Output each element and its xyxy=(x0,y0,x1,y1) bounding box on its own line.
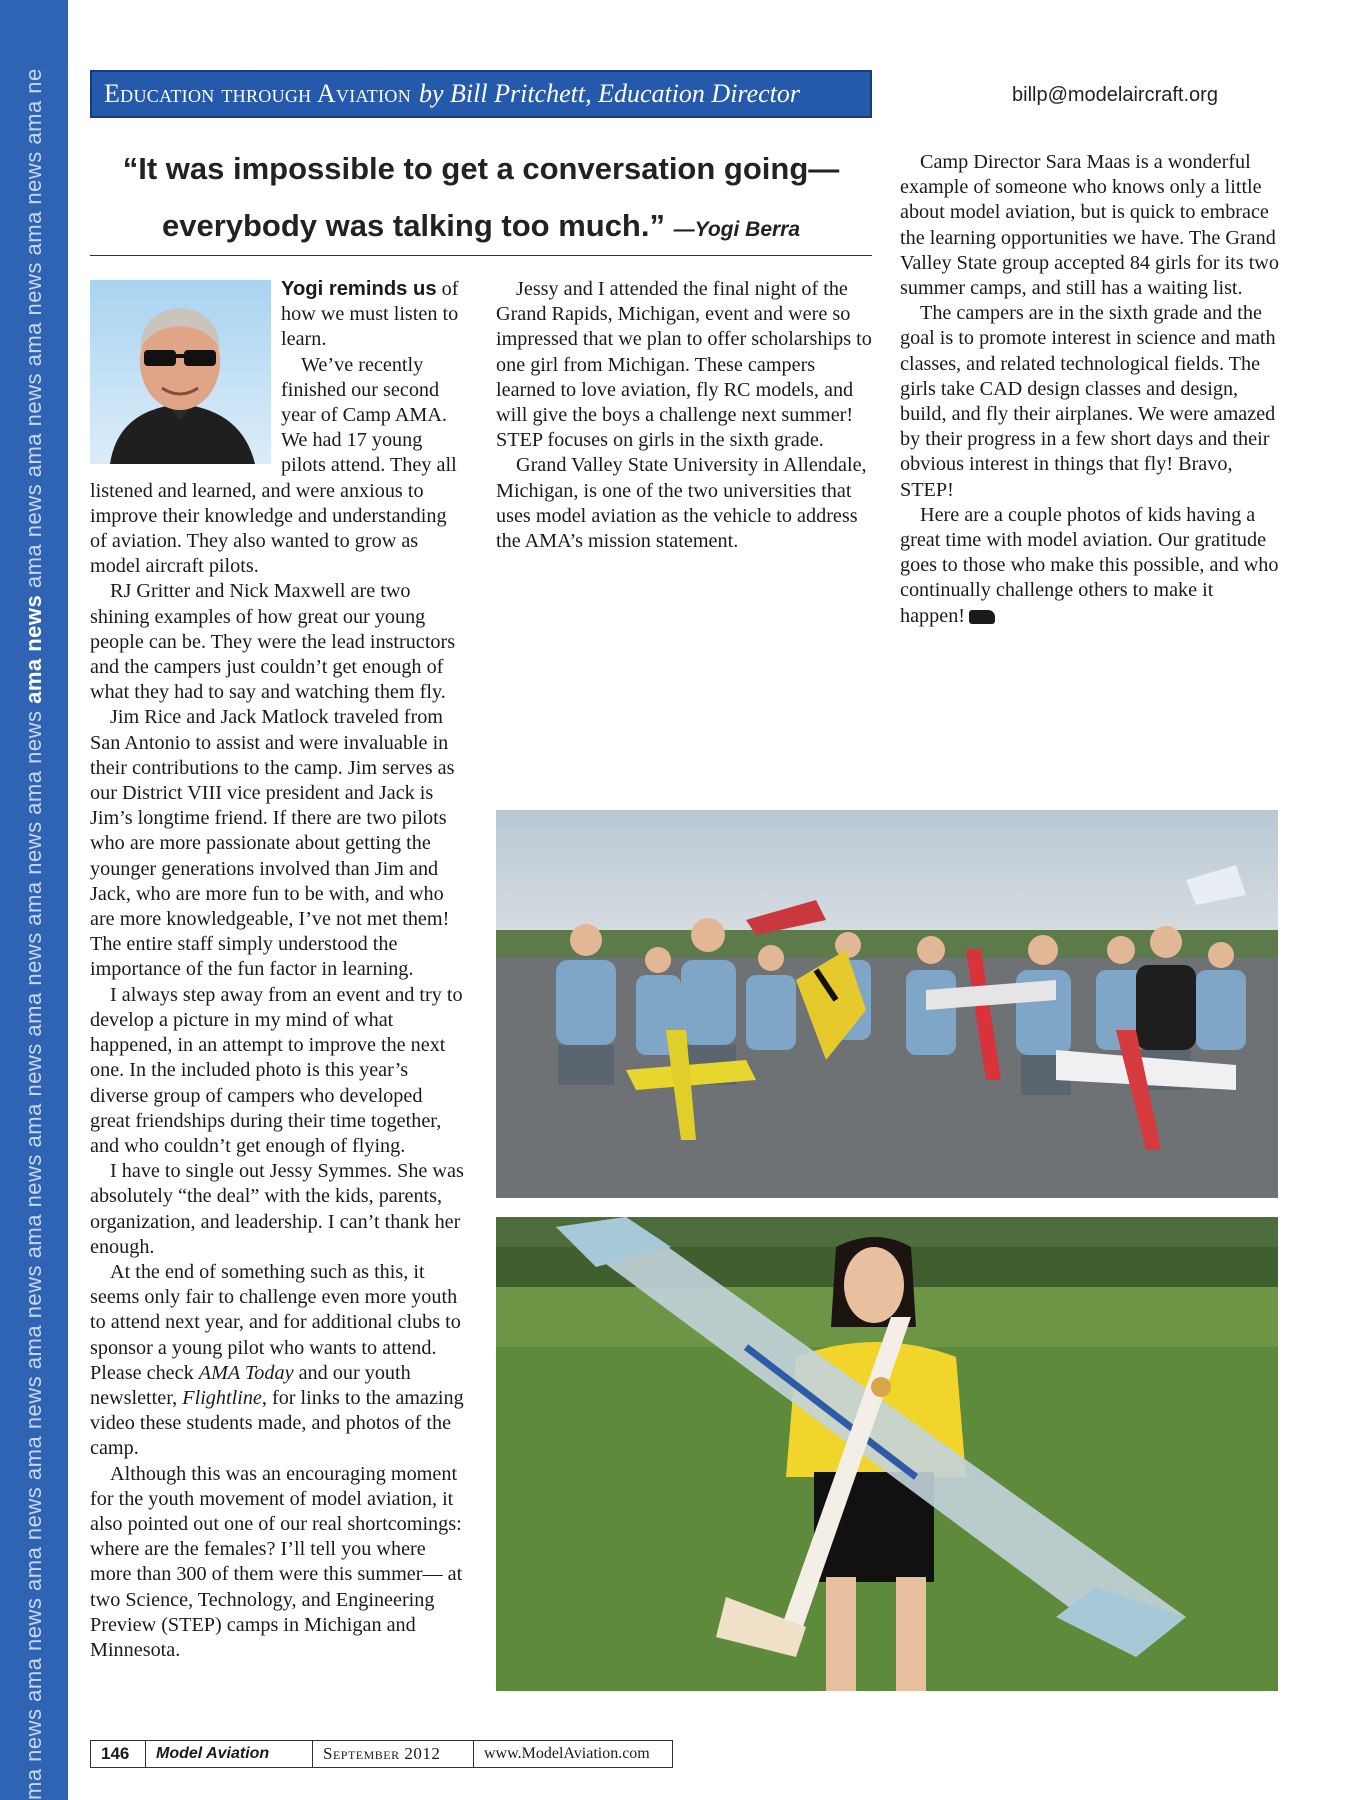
article-paragraph: Although this was an encouraging moment for the youth movement of model aviation, it also pointed out one of our real shortcomings: where are the females? I’ll tell you where more than 300 of them were this summer— at two Science, Technology, and Engineering Preview (STEP) camps in Michigan and Minnesota. xyxy=(90,1462,463,1661)
article-lead-in: Yogi reminds us xyxy=(281,278,437,300)
website-link[interactable]: www.ModelAviation.com xyxy=(484,1745,650,1762)
author-email[interactable]: billp@modelaircraft.org xyxy=(1012,84,1218,106)
quote-line-2: everybody was talking too much.” xyxy=(161,208,665,243)
magazine-name: Model Aviation xyxy=(146,1741,313,1767)
article-paragraph: Here are a couple photos of kids having a great time with model aviation. Our gratitude goes to those who make this possible, and who continually challenge others to make it happen! xyxy=(900,503,1279,627)
article-column-2 xyxy=(496,277,874,554)
section-title: Education through Aviation xyxy=(104,79,411,108)
article-paragraph: At the end of something such as this, it seems only fair to challenge even more youth to attend next year, and for additional clubs to sponsor a young pilot who wants to attend. Please check AMA Today and our youth newsletter, Flightline, for links to the amazing video these students made, and photos of the camp. xyxy=(90,1260,464,1460)
author-portrait xyxy=(90,280,271,464)
quote-line-1: “It was impossible to get a conversation going— xyxy=(122,151,840,186)
article-paragraph: Jessy and I attended the final night of the Grand Rapids, Michigan, event and were so impressed that we plan to offer scholarships to one girl from Michigan. These campers learned to love aviation, fly RC models, and will give the boys a challenge next summer! STEP focuses on girls in the sixth grade. xyxy=(496,278,872,452)
pull-quote xyxy=(90,140,872,258)
quote-divider xyxy=(90,255,872,256)
issue-date: September 2012 xyxy=(313,1741,474,1767)
article-paragraph: I have to single out Jessy Symmes. She was absolutely “the deal” with the kids, parents, organization, and leadership. I can’t thank her enough. xyxy=(90,1160,464,1258)
article-paragraph: Jim Rice and Jack Matlock traveled from San Antonio to assist and were invaluable in their contributions to the camp. Jim serves as our District VIII vice president and Jack is Jim’s longtime friend. If there are two pilots who are more passionate about getting the younger generations involved than Jim and Jack, who are more fun to be with, and who are more knowledgeable, I’ve not met them! The entire staff simply understood the importance of the fun factor in learning. xyxy=(90,706,455,981)
side-banner-text: ma news ama news ama news ama news ama news ama news ama news ama news ama news ama news ama news ama news ama news ama news ama news ama ne xyxy=(21,68,46,1800)
article-paragraph: Grand Valley State University in Allendale, Michigan, is one of the two universities that uses model aviation as the vehicle to address the AMA’s mission statement. xyxy=(496,454,867,553)
group-campers-photo xyxy=(496,810,1278,1198)
quote-attribution: —Yogi Berra xyxy=(673,218,801,241)
side-banner xyxy=(0,0,68,1800)
article-paragraph: Camp Director Sara Maas is a wonderful example of someone who knows only a little about model aviation, but is quick to embrace the learning opportunities we have. The Grand Valley State group accepted 84 girls for its two summer camps, and still has a waiting list. xyxy=(900,151,1279,300)
department-header xyxy=(90,70,872,118)
article-paragraph: We’ve recently finished our second year of Camp AMA. We had 17 young pilots attend. They all listened and learned, and were anxious to improve their knowledge and understanding of aviation. They also wanted to grow as model aircraft pilots. xyxy=(90,353,457,578)
page-footer xyxy=(90,1740,673,1768)
article-paragraph: The campers are in the sixth grade and the goal is to promote interest in science and math classes, and related technological fields. The girls take CAD design classes and design, build, and fly their airplanes. We were amazed by their progress in a few short days and their obvious interest in things that fly! Bravo, STEP! xyxy=(900,302,1276,501)
byline: by Bill Pritchett, Education Director xyxy=(419,79,801,108)
girl-with-airplane-photo xyxy=(496,1217,1278,1691)
article-column-1: Yogi reminds us of how we must listen to learn. We’ve recently finished our second year of Camp AMA. We had 17 young pilots attend. They all listened and learned, and were anxious to improve their knowledge and understanding of aviation. They also wanted to grow as model aircraft pilots. RJ Gritter and Nick Maxwell are two shining examples of how great our young people can be. They were the lead instructors and the campers just couldn’t get enough of what they had to say and watching them fly. Jim Rice and Jack Matlock traveled from San Antonio to assist and were invaluable in their contributions to the camp. Jim serves as our District VIII vice president and Jack is Jim’s longtime friend. If there are two pilots who are more passionate about getting the younger generations involved than Jim and Jack, who are more fun to be with, and who are more knowledgeable, I’ve not met them! The entire staff simply understood the importance of the fun factor in learning. I always step away from an event and try to develop a picture in my mind of what happened, in an attempt to improve the next one. In the included photo is this year’s diverse group of campers who developed great friendships during their time together, and who couldn’t get enough of flying. I have to single out Jessy Symmes. She was absolutely “the deal” with the kids, parents, organization, and leadership. I can’t thank her enough. At the end of something such as this, it seems only fair to challenge even more youth to attend next year, and for additional clubs to sponsor a young pilot who wants to attend. Please check AMA Today and our youth newsletter, Flightline, for links to the amazing video these students made, and photos of the camp. Although this was an encouraging moment for the youth movement of model aviation, it also pointed out one of our real shortcomings: where are the females? I’ll tell you where more than 300 of them were this summer— at two Science, Technology, and Engineering Preview (STEP) camps in Michigan and Minnesota. xyxy=(90,277,464,1663)
page-number: 146 xyxy=(91,1741,146,1767)
article-column-3 xyxy=(900,150,1280,629)
end-of-article-icon xyxy=(969,610,995,624)
article-paragraph: RJ Gritter and Nick Maxwell are two shining examples of how great our young people can be. They were the lead instructors and the campers just couldn’t get enough of what they had to say and watching them fly. xyxy=(90,580,456,704)
article-paragraph: I always step away from an event and try to develop a picture in my mind of what happened, in an attempt to improve the next one. In the included photo is this year’s diverse group of campers who developed great friendships during their time together, and who couldn’t get enough of flying. xyxy=(90,983,463,1157)
